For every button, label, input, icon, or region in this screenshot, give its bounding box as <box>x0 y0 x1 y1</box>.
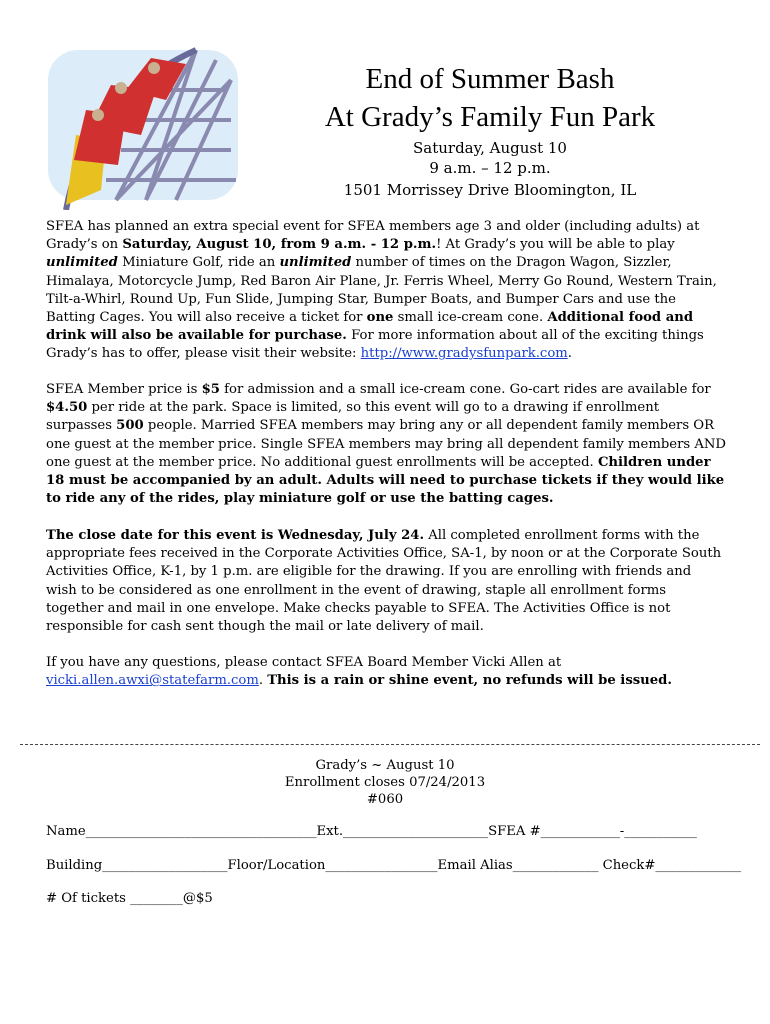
title-line-2: At Grady’s Family Fun Park <box>324 101 656 133</box>
paragraph-pricing: SFEA Member price is $5 for admission and a small ice-cream cone. Go-cart rides are available for $4.50 per ride at the park. Space is limited, so this event will go to a drawing if enrollment surpasses 500 people. Married SFEA members may bring any or all dependent family members OR one guest at the member price. Single SFEA members may bring all dependent family members AND one guest at the member price. No additional guest enrollments will be accepted. Children under 18 must be accompanied by an adult. Adults will need to purchase tickets if they would like to ride any of the rides, play miniature golf or use the batting cages. <box>46 382 727 507</box>
stub-event: Grady’s ~ August 10 <box>315 758 455 773</box>
stub-event-number: #060 <box>366 792 404 807</box>
paragraph-intro: SFEA has planned an extra special event for SFEA members age 3 and older (including adults) at Grady’s on Saturday, August 10, from 9 a.m. - 12 p.m.! At Grady’s you will be able to play unlimited Miniature Golf, ride an unlimited number of times on the Dragon Wagon, Sizzler, Himalaya, Motorcycle Jump, Red Baron Air Plane, Jr. Ferris Wheel, Merry Go Round, Western Train, Tilt-a-Whirl, Round Up, Fun Slide, Jumping Star, Bumper Boats, and Bumper Cars and use the Batting Cages. You will also receive a ticket for one small ice-cream cone. Additional food and drink will also be available for purchase. For more information about all of the exciting things Grady’s has to offer, please visit their website: http://www.gradysfunpark.com. <box>46 219 717 362</box>
event-title <box>300 60 680 136</box>
building-floor-email-check-field[interactable]: Building___________________Floor/Location_________________Email Alias_____________ Check#_____________ <box>46 858 742 873</box>
event-address: 1501 Morrissey Drive Bloomington, IL <box>343 181 637 199</box>
stub-close-date: Enrollment closes 07/24/2013 <box>284 775 486 790</box>
title-line-1: End of Summer Bash <box>365 63 615 95</box>
email-link[interactable]: vicki.allen.awxi@statefarm.com <box>46 673 259 689</box>
website-link[interactable]: http://www.gradysfunpark.com <box>360 346 568 362</box>
cut-line <box>20 744 760 745</box>
paragraph-close-date: The close date for this event is Wednesday, July 24. All completed enrollment forms with the appropriate fees received in the Corporate Activities Office, SA-1, by noon or at the Corporate South Activities Office, K-1, by 1 p.m. are eligible for the drawing. If you are enrolling with friends and wish to be considered as one enrollment in the event of drawing, staple all enrollment forms together and mail in one envelope. Make checks payable to SFEA. The Activities Office is not responsible for cash sent though the mail or late delivery of mail. <box>46 528 722 635</box>
roller-coaster-icon <box>46 40 242 210</box>
paragraph-contact: If you have any questions, please contact SFEA Board Member Vicki Allen at vicki.allen.awxi@statefarm.com. This is a rain or shine event, no refunds will be issued. <box>46 655 672 689</box>
tickets-field[interactable]: # Of tickets ________@$5 <box>46 891 213 906</box>
event-date: Saturday, August 10 <box>413 139 567 157</box>
name-ext-sfea-field[interactable]: Name___________________________________Ext.______________________SFEA #____________-___________ <box>46 824 697 839</box>
event-time: 9 a.m. – 12 p.m. <box>429 159 551 177</box>
